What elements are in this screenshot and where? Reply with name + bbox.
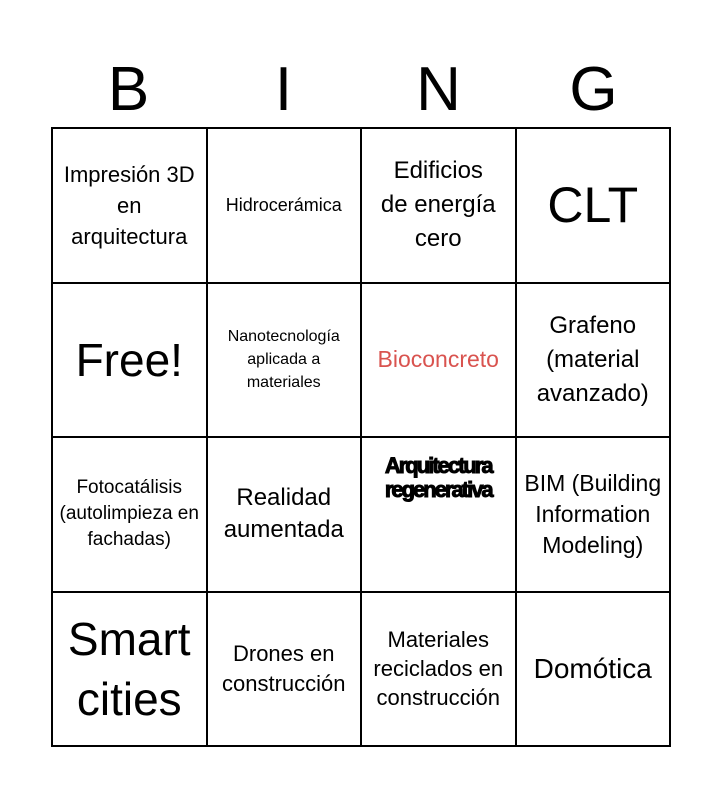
bingo-cell[interactable] <box>53 593 208 748</box>
bingo-cell[interactable] <box>208 438 363 593</box>
cell-text: Drones en construcción <box>221 640 346 696</box>
bingo-cell[interactable] <box>362 438 517 593</box>
header-letter-n: N <box>416 55 461 124</box>
bingo-cell[interactable] <box>517 593 672 748</box>
bingo-cell[interactable] <box>362 284 517 439</box>
cell-text: Free! <box>75 333 183 386</box>
cell-text: Grafeno (material avanzado) <box>536 311 649 407</box>
cell-text: Smart cities <box>67 612 191 725</box>
cell-text: Domótica <box>533 652 652 684</box>
bingo-cell[interactable] <box>208 129 363 284</box>
bingo-header <box>51 52 671 128</box>
cell-text: Arquitectura regenerativa <box>384 453 492 502</box>
header-letter-g: G <box>569 55 618 124</box>
cell-text: Impresión 3D en arquitectura <box>63 161 195 249</box>
bingo-cell[interactable] <box>362 129 517 284</box>
bingo-cell[interactable] <box>517 129 672 284</box>
cell-text: Realidad aumentada <box>223 484 344 544</box>
bingo-cell[interactable] <box>208 284 363 439</box>
bingo-cell[interactable] <box>517 438 672 593</box>
bingo-cell[interactable] <box>53 129 208 284</box>
bingo-cell[interactable] <box>53 284 208 439</box>
bingo-grid <box>51 127 671 747</box>
cell-text: Nanotecnología aplicada a materiales <box>227 328 340 392</box>
cell-text: Hidrocerámica <box>225 195 342 216</box>
header-letter-i: I <box>274 55 293 124</box>
cell-text: Fotocatálisis (autolimpieza en fachadas) <box>59 477 199 551</box>
cell-text: Materiales reciclados en construcción <box>373 627 504 711</box>
cell-text: BIM (Building Information Modeling) <box>524 469 662 558</box>
bingo-cell[interactable] <box>208 593 363 748</box>
bingo-cell[interactable] <box>53 438 208 593</box>
cell-text: CLT <box>547 177 639 234</box>
header-letter-b: B <box>107 55 150 124</box>
cell-text: Bioconcreto <box>377 346 499 373</box>
bingo-cell[interactable] <box>362 593 517 748</box>
cell-text: Edificios de energía cero <box>380 157 496 253</box>
bingo-cell[interactable] <box>517 284 672 439</box>
